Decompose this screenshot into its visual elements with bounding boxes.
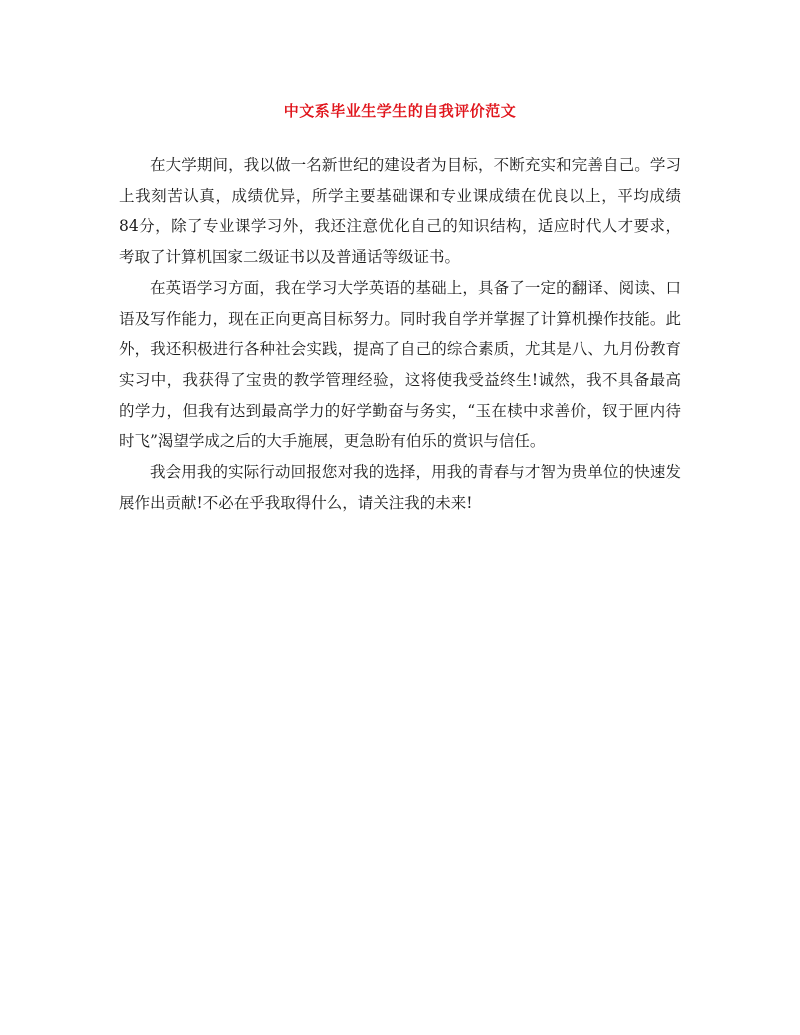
paragraph-3: 我会用我的实际行动回报您对我的选择，用我的青春与才智为贵单位的快速发展作出贡献!不必在乎我取得什么，请关注我的未来! — [119, 463, 681, 512]
document-title: 中文系毕业生学生的自我评价范文 — [283, 102, 517, 120]
document-body — [119, 150, 681, 518]
paragraph-2: 在英语学习方面，我在学习大学英语的基础上，具备了一定的翻译、阅读、口语及写作能力，现在正向更高目标努力。同时我自学并掌握了计算机操作技能。此外，我还积极进行各种社会实践，提高了自己的综合素质，尤其是八、九月份教育实习中，我获得了宝贵的教学管理经验，这将使我受益终生!诚然，我不具备最高的学力，但我有达到最高学力的好学勤奋与务实，“玉在椟中求善价，钗于匣内待时飞”渴望学成之后的大手施展，更急盼有伯乐的赏识与信任。 — [119, 278, 681, 451]
paragraph-1: 在大学期间，我以做一名新世纪的建设者为目标，不断充实和完善自己。学习上我刻苦认真，成绩优异，所学主要基础课和专业课成绩在优良以上，平均成绩84分，除了专业课学习外，我还注意优化自己的知识结构，适应时代人才要求，考取了计算机国家二级证书以及普通话等级证书。 — [119, 156, 681, 267]
